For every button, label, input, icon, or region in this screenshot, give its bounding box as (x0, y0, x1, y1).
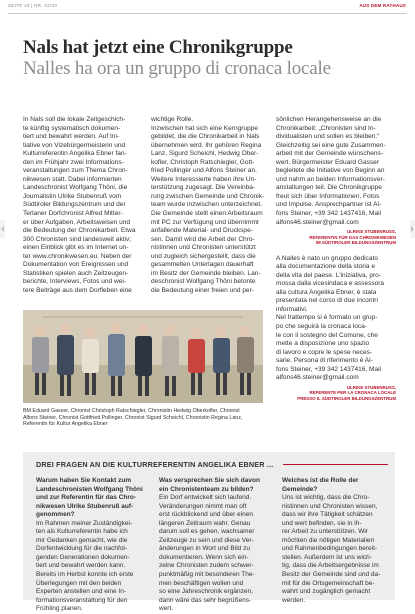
answer-line: ten als Kulturreferentin habe ich (36, 528, 128, 536)
interview-box-title: DREI FRAGEN AN DIE KULTURREFERENTIN ANGELIKA EBNER ... (36, 460, 274, 469)
text-line: team wurde inzwischen unterzeichnet. (151, 201, 262, 209)
text-line: Landeschronist Wolfgang Thöni, die (23, 184, 128, 192)
text-line: arbeit mit der Gemeinde wünschens- (276, 150, 383, 158)
page-number: SEITE 10 | NR. 02/23 (8, 3, 58, 8)
question-3-answer (282, 494, 397, 605)
text-line: ter www.chronikwesen.eu. Neben der (23, 252, 132, 260)
text-line: Lanz, Sigurd Scheichl, Hedwig Ober- (151, 150, 259, 158)
question-1 (36, 477, 151, 614)
text-line: In Nals soll die lokale Zeitgeschich- (23, 116, 126, 123)
answer-line: möchten die nötigen Materialien (282, 536, 375, 544)
answer-line: dokumentieren. Wenn sich ein- (159, 553, 249, 561)
question-line: Warum haben Sie Kontakt zum (36, 477, 132, 484)
answer-line: men beschäftigen wollen und (159, 579, 244, 587)
answer-line: änderungen in Wort und Bild zu (159, 545, 250, 553)
chevron-right-icon (411, 226, 414, 232)
answer-line: nistinnen und Chronisten wissen, (282, 502, 378, 510)
text-line: Kulturreferentin Angelika Ebner fan- (23, 150, 127, 158)
question-line: und zur Referentin für das Chro- (36, 494, 137, 502)
answer-line: Uns ist wichtig, dass die Chro- (282, 494, 370, 502)
answer-line: wert. (159, 605, 174, 613)
author-credit-italian (276, 385, 396, 402)
question-line: Landeschronisten Wolfgang Thöni (36, 485, 143, 493)
answer-line: formationsveranstaltung für den (36, 596, 128, 604)
answer-line: wahrt und zugänglich gemacht (282, 588, 371, 596)
answer-line: Dorfentwicklung für die nachfol- (36, 545, 128, 553)
answer-line: genden Generationen dokumen- (36, 553, 130, 561)
text-line: Statistiken spielen auch Zeitzeugen- (23, 269, 129, 277)
question-line: genommen? (36, 511, 75, 519)
text-line: und nahm an beiden Informationsver- (276, 175, 385, 183)
text-line: sarie. Persona di riferimento è Al- (276, 357, 373, 365)
answer-line: dann wäre das sehr begrüßens- (159, 596, 252, 604)
group-photo (23, 310, 263, 403)
text-line: kofler, Christoph Ratschiegler, Gott- (151, 158, 255, 166)
text-line: Gleichzeitig sei eine gute Zusammen- (276, 141, 386, 149)
text-line: einen Einblick gibt es im Internet un- (23, 244, 129, 252)
previous-page-arrow[interactable] (0, 220, 5, 238)
text-line: di lavoro e copre le spese neces- (276, 348, 373, 356)
text-line: tiert und bewahrt werden. Auf Ini- (23, 133, 120, 141)
text-line: Chronikarbeit: „Chronisten sind In- (276, 124, 376, 132)
text-line: wichtige Rolle. (151, 116, 194, 123)
text-line: Inzwischen hat sich eine Kerngruppe (151, 124, 258, 132)
text-line: fried Pollinger und Alfons Steiner an. (151, 167, 257, 175)
text-line: deschronist Wolfgang Thöni betonte (151, 278, 256, 286)
caption-line: Alfons Steiner, Chronist Gottfried Pollinger, Chronist Sigurd Scheichl, Chronistin Regina Lanz, (23, 414, 243, 421)
photo-caption (23, 408, 268, 428)
text-line: nikwesen statt. Dabei informierten (23, 175, 122, 183)
header-divider (8, 13, 407, 14)
text-line: tiative von Vizebürgermeisterin und (23, 141, 126, 149)
interview-box-title-rule (283, 464, 388, 465)
text-line: mit PC zur Verfügung und übernimmt (151, 218, 259, 226)
answer-line: Ein Dorf entwickelt sich laufend. (159, 494, 252, 502)
answer-line: stellen. Außerdem ist uns wich- (282, 553, 372, 561)
text-line: freut sich über Informationen, Fotos (276, 192, 380, 200)
text-line: fons Steiner, +39 342 1437416, Mail (276, 210, 382, 218)
answer-line: mit für die Ortsgemeinschaft be- (282, 579, 375, 587)
text-line: mette a disposizione uno spazio (276, 340, 370, 348)
text-line: alla cultura Angelika Ebner, è stata (276, 288, 377, 296)
text-line: Die Gemeinde stellt einen Arbeitsraum (151, 210, 263, 218)
answer-line: tig, dass die Arbeitsergebnisse im (282, 562, 379, 570)
text-line: tere Beiträge aus dem Dorfleben eine (23, 286, 132, 294)
text-line: wert. Bürgermeister Eduard Gasser (276, 158, 379, 166)
question-line: nikwesen Ulrike Stubenruß auf- (36, 502, 134, 510)
text-line: die Bedeutung der Chronikarbeit. Etwa (23, 227, 136, 235)
answer-line: mir Gedanken gemacht, wie die (36, 536, 128, 544)
article-column-1 (23, 116, 138, 295)
answer-line: und Rahmenbedingungen bereit- (282, 545, 378, 553)
article-column-3 (276, 116, 396, 401)
question-3-heading (282, 477, 397, 494)
text-line: alfons46.steiner@gmail.com (276, 218, 359, 226)
text-line: sen. Damit wird die Arbeit der Chro- (151, 235, 255, 243)
credit-line: REFERENTE PER LA CRONACA LOCALE (309, 390, 396, 396)
text-line: Nel frattempo si è formato un grup- (276, 314, 378, 322)
text-line: rung zwischen Gemeinde und Chronik- (151, 192, 265, 200)
text-line: Dokumentation von Ereignissen und (23, 261, 129, 269)
text-line: übernehmen wird. Ihr gehören Regina (151, 141, 262, 149)
caption-line: BM Eduard Gasser, Chronist Christoph Ratschiegler, Chronistin Hedwig Oberkofler, Chronist (23, 408, 240, 414)
text-line: er über Aufgaben, Arbeitsweisen und (23, 218, 131, 226)
text-line: dividualisten und sollen es bleiben.“ (276, 133, 380, 141)
answer-line: Zeitzeuge zu sein und diese Ver- (159, 536, 254, 544)
text-line: della vita del paese. L'iniziativa, pro- (276, 271, 381, 279)
question-line: Gemeinde? (282, 485, 318, 493)
text-line: informativi. (276, 305, 308, 313)
answer-line: Im Rahmen meiner Zuständigkei- (36, 519, 133, 527)
text-line: begleitete die Initiative von Beginn an (276, 167, 385, 175)
text-line: po che seguirà la cronaca loca- (276, 322, 367, 330)
text-line: alfons46.steiner@gmail.com (276, 374, 359, 382)
section-label: AUS DEM RATHAUS (359, 3, 406, 8)
text-line: le con il sostegno del Comune, che (276, 331, 378, 339)
credit-line: ULRIKE STUBENRUSS, (346, 384, 396, 390)
chevron-left-icon (1, 226, 4, 232)
answer-line: Überlegungen mit den beiden (36, 579, 122, 587)
text-line: berichte, Interviews, Fotos und wei- (23, 278, 126, 286)
question-2 (159, 477, 274, 614)
answer-line: punktmäßig mit besonderen The- (159, 571, 255, 579)
question-3 (282, 477, 397, 605)
answer-line: Frühling planen. (36, 605, 83, 613)
answer-line: Experten anstellen und eine In- (36, 588, 126, 596)
answer-line: längeren Zeitraum wahr. Genau (159, 519, 251, 527)
headline-german: Nals hat jetzt eine Chronikgruppe (23, 37, 293, 58)
question-1-heading (36, 477, 151, 520)
answer-line: Bereits im Herbst konnte ich erste (36, 571, 134, 579)
text-line: presentata nel corso di due incontri (276, 297, 378, 305)
answer-line: erst rückblickend und über einen (159, 511, 253, 519)
question-2-heading (159, 477, 274, 494)
question-line: Was versprechen Sie sich davon (159, 477, 260, 484)
text-line: nistinnen und Chronisten unterstützt (151, 244, 256, 252)
text-line: alla documentazione della storia e (276, 263, 375, 271)
text-line: Weitere Interessierte haben ihre Un- (151, 175, 257, 183)
text-line: A Nalles è nato un gruppo dedicato (276, 254, 378, 262)
text-line: terstützung zugesagt. Die Vereinba- (151, 184, 256, 192)
headline-italian: Nalles ha ora un gruppo di cronaca locale (23, 58, 331, 79)
answer-line: dass wir ihre Tätigkeit schätzen (282, 511, 373, 519)
text-line: fons Steiner, +39 342 1437416, Mail (276, 365, 382, 373)
answer-line: tiert und bewahrt werden kann. (36, 562, 126, 570)
next-page-arrow[interactable] (410, 220, 415, 238)
text-line: im Besitz der Gemeinde bleiben. Lan- (151, 269, 261, 277)
credit-line: IM SÜDTIROLER BILDUNGSZENTRUM (315, 240, 396, 246)
answer-line: darum soll es gehen, wachsamer (159, 528, 255, 536)
text-line: und zugleich sichergestellt, dass die (151, 252, 256, 260)
text-line: mossa dalla vicesindaca e assessora (276, 280, 385, 288)
credit-line: ULRIKE STUBENRUSS, (346, 229, 396, 235)
article-column-2 (151, 116, 266, 295)
credit-line: REFERENTIN FÜR DAS CHRONIKWESEN (309, 234, 396, 240)
text-line: Journalistin Ulrike Stubenruß vom (23, 192, 122, 200)
text-line: Terlaner Dorfchronist Alfred Mitter- (23, 210, 123, 218)
text-line: te künftig systematisch dokumen- (23, 124, 121, 132)
answer-line: werden. (282, 596, 306, 604)
question-2-answer (159, 494, 274, 614)
text-line: den im Frühjahr zwei Informations- (23, 158, 124, 166)
text-line: anfallende Material- und Druckspe- (151, 227, 253, 235)
text-line: und Impulse. Ansprechpartner ist Al- (276, 201, 382, 209)
answer-line: rer Arbeit zu unterstützen. Wir (282, 528, 368, 536)
text-line: 300 Chronisten sind landesweit aktiv; (23, 235, 132, 243)
credit-line: PRESSO IL SÜDTIROLER BILDUNGSZENTRUM (297, 395, 396, 401)
text-line: sönlichen Herangehensweise an die (276, 116, 382, 123)
caption-line: Referentin für Kultur Angelika Ebner (23, 421, 108, 428)
answer-line: so eine Jahreschronik ergänzen, (159, 588, 253, 596)
text-line: anstaltungen teil. Die Chronikgruppe (276, 184, 382, 192)
question-line: Welches ist die Rolle der (282, 477, 359, 484)
author-credit-german (276, 229, 396, 246)
answer-line: Veränderungen nimmt man oft (159, 502, 247, 510)
italian-summary (276, 255, 396, 383)
text-line: die Bedeutung einer freien und per- (151, 286, 255, 294)
text-line: Südtiroler Bildungszentrum und der (23, 201, 126, 209)
question-line: ein Chronistenteam zu bilden? (159, 485, 254, 493)
text-line: veranstaltungen zum Thema Chron- (23, 167, 128, 175)
text-line: gesammelten Unterlagen dauerhaft (151, 261, 254, 269)
answer-line: zelne Chronisten zudem schwer- (159, 562, 254, 570)
text-line: gebildet, die die Chronikarbeit in Nals (151, 133, 260, 141)
answer-line: und wert befinden, sie in ih- (282, 519, 362, 527)
group-photo-illustration (23, 310, 263, 403)
answer-line: Besitz der Gemeinde sind und da- (282, 571, 381, 579)
german-text-end (276, 116, 396, 227)
